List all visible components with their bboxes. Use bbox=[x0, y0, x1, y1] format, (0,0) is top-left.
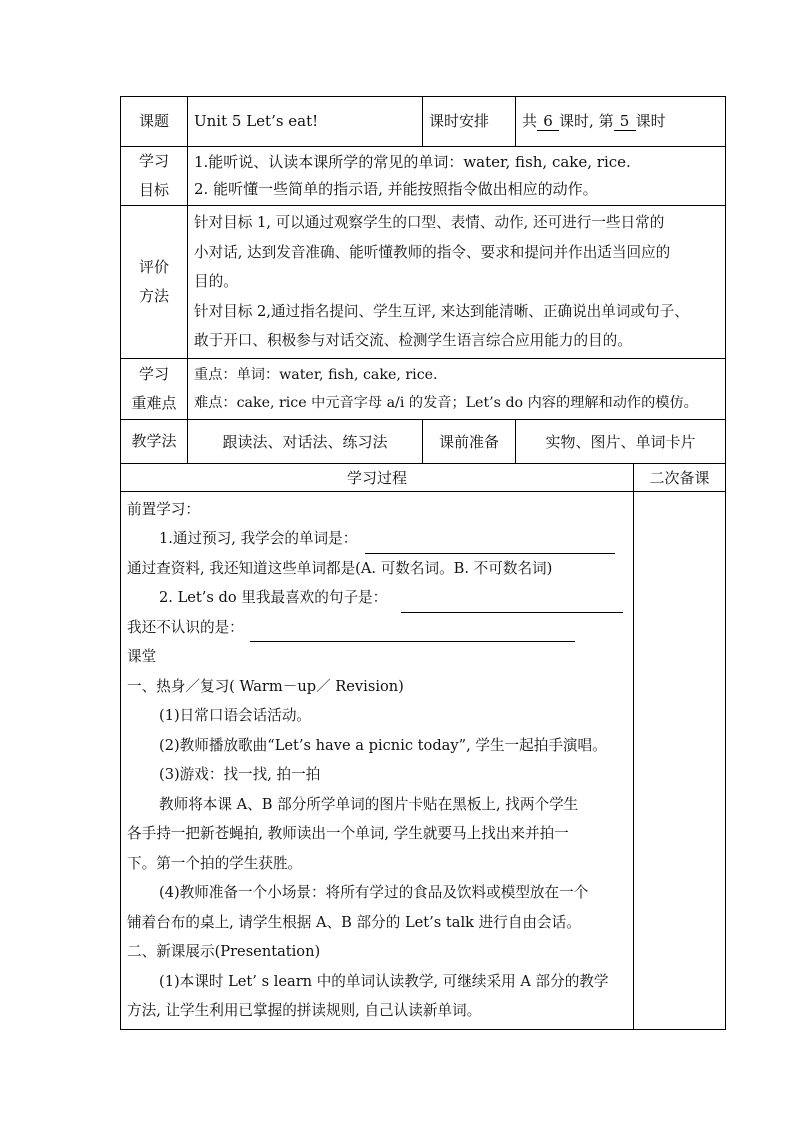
step-1-3-text: 各手持一把新苍蝇拍, 教师读出一个单词, 学生就要马上找出来并拍一 bbox=[127, 825, 569, 842]
schedule-total: 6 bbox=[537, 112, 559, 131]
step-1-4: (4)教师准备一个小场景：将所有学过的食品及饮料或模型放在一个 bbox=[159, 884, 589, 901]
question-3: 我还不认识的是： bbox=[127, 613, 627, 643]
evaluation-content bbox=[188, 206, 726, 359]
step-1-1: (1)日常口语会话活动。 bbox=[159, 707, 312, 724]
key-points-row bbox=[121, 358, 726, 419]
step-1-4-text: 铺着台布的桌上, 请学生根据 A、B 部分的 Let’s talk 进行自由会话。 bbox=[127, 913, 581, 931]
key-points-content bbox=[188, 358, 726, 419]
goals-content bbox=[188, 147, 726, 206]
evaluation-line: 针对目标 2,通过指名提问、学生互评, 来达到能清晰、正确说出单词或句子、 bbox=[194, 302, 689, 320]
goals-row bbox=[121, 147, 726, 206]
pre-study-title: 前置学习： bbox=[127, 500, 200, 518]
answer-blank bbox=[401, 594, 623, 613]
section-2-title: 二、新课展示(Presentation) bbox=[127, 943, 321, 960]
key-points-label: 学习 重难点 bbox=[121, 358, 188, 419]
evaluation-line: 敢于开口、积极参与对话交流、检测学生语言综合应用能力的目的。 bbox=[194, 332, 632, 349]
process-row bbox=[121, 491, 726, 1029]
evaluation-label: 评价 方法 bbox=[121, 206, 188, 359]
class-title: 课堂 bbox=[127, 648, 157, 665]
evaluation-row bbox=[121, 206, 726, 359]
topic-row bbox=[121, 97, 726, 147]
section-1-title: 一、热身／复习( Warm－up／ Revision) bbox=[127, 677, 404, 695]
question-1: 1.通过预习, 我学会的单词是： bbox=[127, 524, 627, 554]
process-header-row bbox=[121, 463, 726, 491]
evaluation-line: 目的。 bbox=[194, 273, 238, 290]
prep-value: 实物、图片、单词卡片 bbox=[516, 419, 726, 463]
step-1-3-text: 教师将本课 A、B 部分所学单词的图片卡贴在黑板上, 找两个学生 bbox=[159, 795, 579, 813]
answer-blank bbox=[250, 623, 575, 642]
prep-label: 课前准备 bbox=[423, 419, 516, 463]
lesson-plan bbox=[120, 96, 725, 1030]
question-1b: 通过查资料, 我还知道这些单词都是(A. 可数名词。B. 不可数名词) bbox=[127, 559, 553, 577]
step-2-1: (1)本课时 Let’ s learn 中的单词认读教学, 可继续采用 A 部分的教学 bbox=[159, 972, 609, 990]
answer-blank bbox=[365, 535, 615, 554]
question-2: 2. Let’s do 里我最喜欢的句子是： bbox=[127, 583, 627, 613]
schedule-label: 课时安排 bbox=[423, 97, 516, 147]
step-1-3-text: 下。第一个拍的学生获胜。 bbox=[127, 854, 303, 872]
methods-label: 教学法 bbox=[121, 419, 188, 463]
step-1-2: (2)教师播放歌曲“Let’s have a picnic today”, 学生一起拍手演唱。 bbox=[159, 736, 607, 754]
methods-value: 跟读法、对话法、练习法 bbox=[188, 419, 423, 463]
goals-label: 学习 目标 bbox=[121, 147, 188, 206]
evaluation-line: 针对目标 1, 可以通过观察学生的口型、表情、动作, 还可进行一些日常的 bbox=[194, 214, 665, 231]
goal-item: 2. 能听懂一些简单的指示语, 并能按照指令做出相应的动作。 bbox=[194, 180, 598, 198]
topic-label: 课题 bbox=[121, 97, 188, 147]
schedule-value: 共 6 课时, 第 5 课时 bbox=[516, 97, 726, 147]
process-header: 学习过程 bbox=[121, 463, 634, 491]
step-2-1-text: 方法, 让学生利用已掌握的拼读规则, 自己认读新单词。 bbox=[127, 1002, 482, 1019]
second-prep-header: 二次备课 bbox=[634, 463, 726, 491]
process-content bbox=[121, 491, 634, 1029]
lesson-plan-table bbox=[120, 96, 726, 1030]
methods-row bbox=[121, 419, 726, 463]
second-prep-cell bbox=[634, 491, 726, 1029]
key-point: 难点：cake, rice 中元音字母 a/i 的发音；Let’s do 内容的理解和动作的模仿。 bbox=[194, 394, 698, 411]
goal-item: 1.能听说、认读本课所学的常见的单词：water, fish, cake, rice. bbox=[194, 153, 631, 171]
schedule-current: 5 bbox=[614, 112, 636, 131]
key-point: 重点：单词：water, fish, cake, rice. bbox=[194, 366, 438, 383]
step-1-3: (3)游戏：找一找, 拍一拍 bbox=[159, 766, 321, 783]
evaluation-line: 小对话, 达到发音准确、能听懂教师的指令、要求和提问并作出适当回应的 bbox=[194, 243, 671, 261]
topic-value: Unit 5 Let’s eat! bbox=[188, 97, 423, 147]
